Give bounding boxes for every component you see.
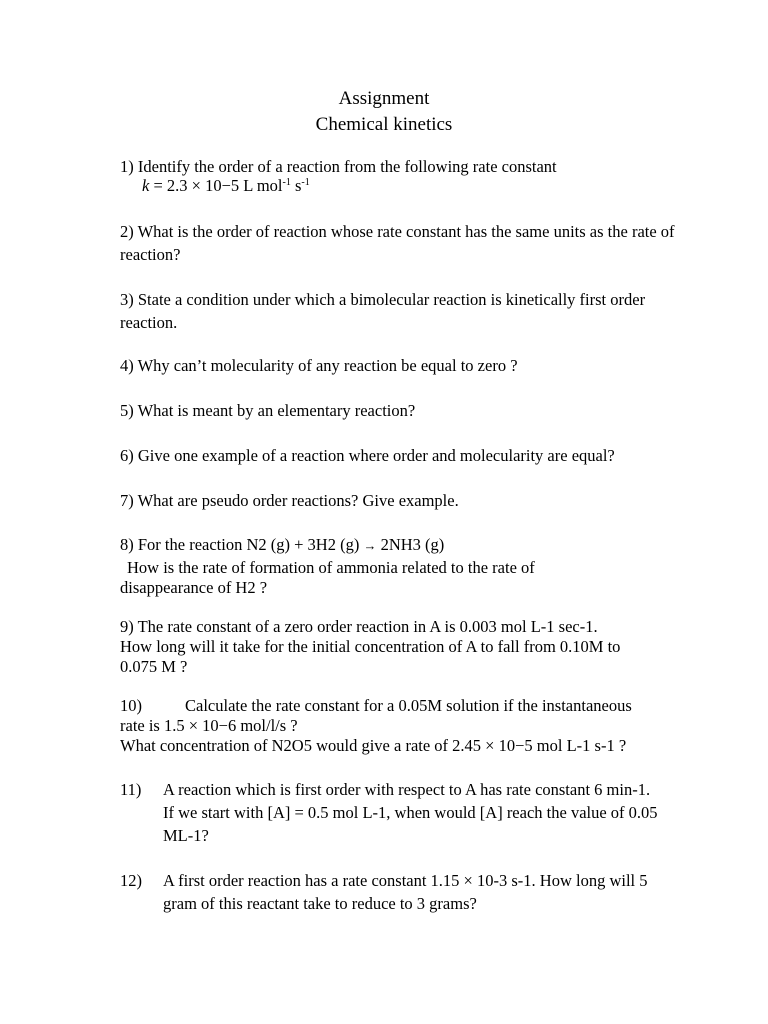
question-9-line-1: 9) The rate constant of a zero order reaction in A is 0.003 mol L-1 sec-1. xyxy=(120,617,598,636)
question-10-text: Calculate the rate constant for a 0.05M solution if the instantaneous xyxy=(185,696,632,715)
question-10-line-2: rate is 1.5 × 10−6 mol/l/s ? xyxy=(120,716,298,735)
question-10-line-3: What concentration of N2O5 would give a rate of 2.45 × 10−5 mol L-1 s-1 ? xyxy=(120,736,627,755)
mol-exponent: -1 xyxy=(282,177,291,188)
unit-s: s xyxy=(290,176,302,195)
question-2: 2) What is the order of reaction whose rate constant has the same units as the rate of reaction? xyxy=(120,222,675,264)
question-8-line-1 xyxy=(120,535,690,556)
question-9 xyxy=(120,617,690,677)
question-1-text: 1) Identify the order of a reaction from the following rate constant xyxy=(120,157,557,176)
question-12-text: A first order reaction has a rate constant 1.15 × 10-3 s-1. How long will 5 gram of this reactant take to reduce to 3 grams? xyxy=(163,871,648,913)
k-variable: k xyxy=(142,176,150,195)
question-8 xyxy=(120,535,690,598)
question-8-line-2: How is the rate of formation of ammonia related to the rate of xyxy=(127,558,535,577)
rate-constant-line xyxy=(120,175,690,197)
document-subtitle: Chemical kinetics xyxy=(315,114,453,135)
question-7: 7) What are pseudo order reactions? Give example. xyxy=(120,491,459,510)
question-12-number: 12) xyxy=(120,871,142,890)
question-10 xyxy=(120,696,690,756)
question-9-line-2: How long will it take for the initial concentration of A to fall from 0.10M to xyxy=(120,637,621,656)
question-11-number: 11) xyxy=(120,780,142,799)
reaction-text: 8) For the reaction N2 (g) + 3H2 (g) xyxy=(120,535,364,554)
question-3: 3) State a condition under which a bimolecular reaction is kinetically first order reaction. xyxy=(120,290,646,332)
reaction-product: 2NH3 (g) xyxy=(376,535,445,554)
question-10-line-1 xyxy=(120,696,690,716)
question-8-line-3: disappearance of H2 ? xyxy=(120,578,268,597)
k-value: = 2.3 × 10−5 L mol xyxy=(149,176,283,195)
question-5: 5) What is meant by an elementary reaction? xyxy=(120,401,416,420)
question-4: 4) Why can’t molecularity of any reaction be equal to zero ? xyxy=(120,356,518,375)
question-6: 6) Give one example of a reaction where order and molecularity are equal? xyxy=(120,446,615,465)
question-9-line-3: 0.075 M ? xyxy=(120,657,188,676)
question-12 xyxy=(120,869,690,915)
question-1 xyxy=(120,156,690,197)
reaction-arrow: → xyxy=(363,538,377,553)
s-exponent: -1 xyxy=(301,177,310,188)
question-10-number: 10) xyxy=(120,696,142,715)
question-11-text: A reaction which is first order with respect to A has rate constant 6 min-1. If we start with [A] = 0.5 mol L-1, when would [A] reach the value of 0.05 ML-1? xyxy=(163,780,658,845)
document-title: Assignment xyxy=(338,88,430,109)
question-11 xyxy=(120,778,690,847)
